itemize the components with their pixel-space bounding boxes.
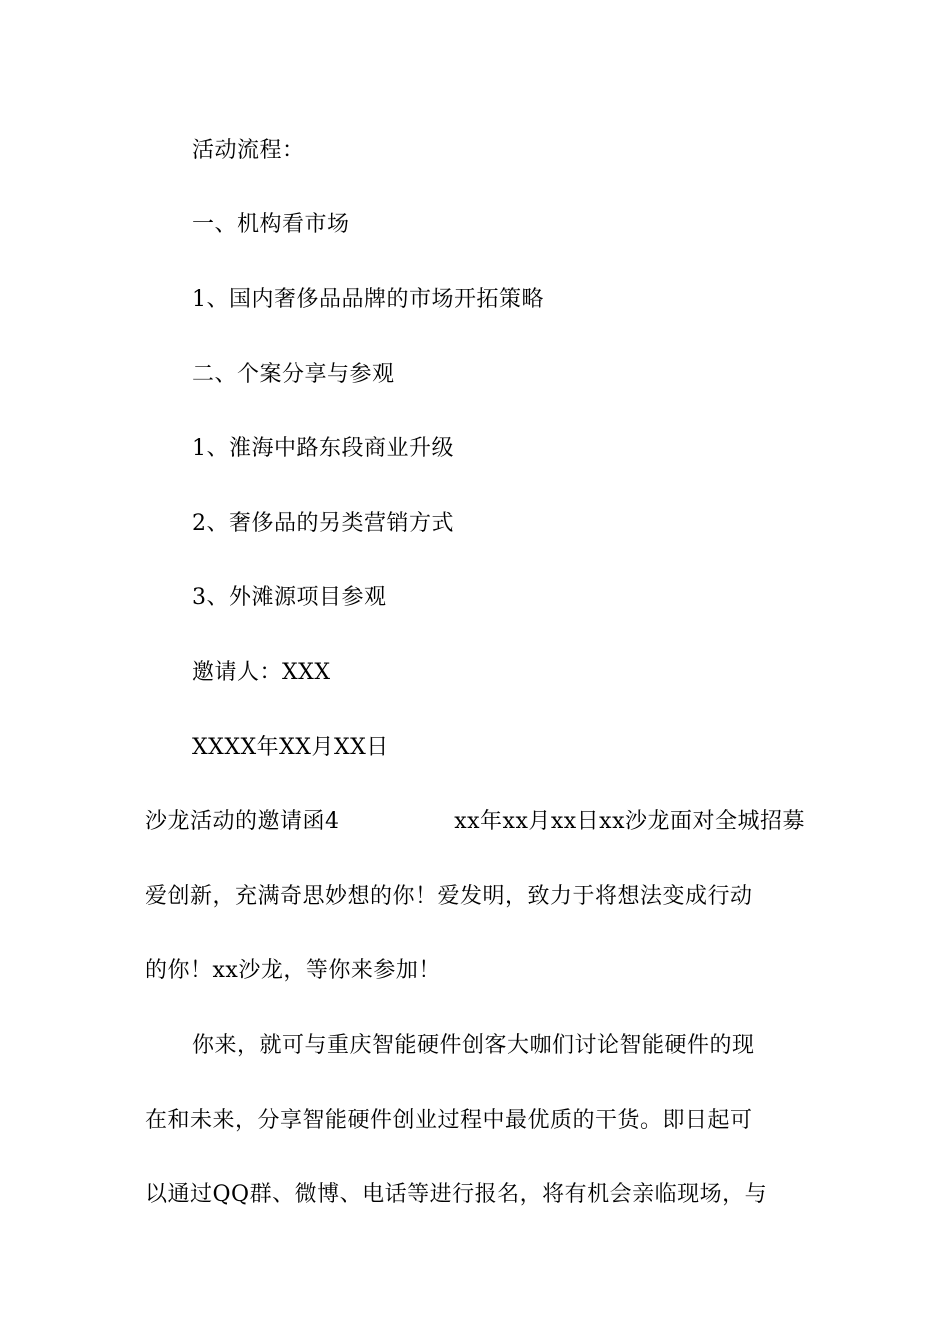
agenda-section-1: 一、机构看市场 — [192, 212, 350, 237]
letter-4-line-2: 爱创新，充满奇思妙想的你！爱发明，致力于将想法变成行动 — [145, 884, 753, 909]
agenda-section-1-item-1: 1、国内奢侈品品牌的市场开拓策略 — [192, 287, 544, 312]
agenda-section-2-item-2: 2、奢侈品的另类营销方式 — [192, 511, 454, 536]
letter-4-heading-line — [145, 807, 805, 837]
letter-4-para-2-line-1: 你来，就可与重庆智能硬件创客大咖们讨论智能硬件的现 — [192, 1033, 755, 1058]
letter-4-title: 沙龙活动的邀请函4 — [145, 809, 340, 834]
agenda-section-2: 二、个案分享与参观 — [192, 362, 395, 387]
agenda-heading: 活动流程： — [192, 138, 305, 163]
letter-4-line-3: 的你！xx沙龙，等你来参加！ — [145, 958, 441, 983]
date-line: XXXX年XX月XX日 — [192, 735, 389, 760]
letter-4-line-1-text: xx年xx月xx日xx沙龙面对全城招募 — [454, 809, 805, 834]
inviter-line: 邀请人：XXX — [192, 660, 331, 685]
letter-4-para-2-line-3: 以通过QQ群、微博、电话等进行报名，将有机会亲临现场，与 — [145, 1182, 768, 1207]
agenda-section-2-item-3: 3、外滩源项目参观 — [192, 585, 387, 610]
letter-4-para-2-line-2: 在和未来，分享智能硬件创业过程中最优质的干货。即日起可 — [145, 1108, 753, 1133]
agenda-section-2-item-1: 1、淮海中路东段商业升级 — [192, 436, 454, 461]
